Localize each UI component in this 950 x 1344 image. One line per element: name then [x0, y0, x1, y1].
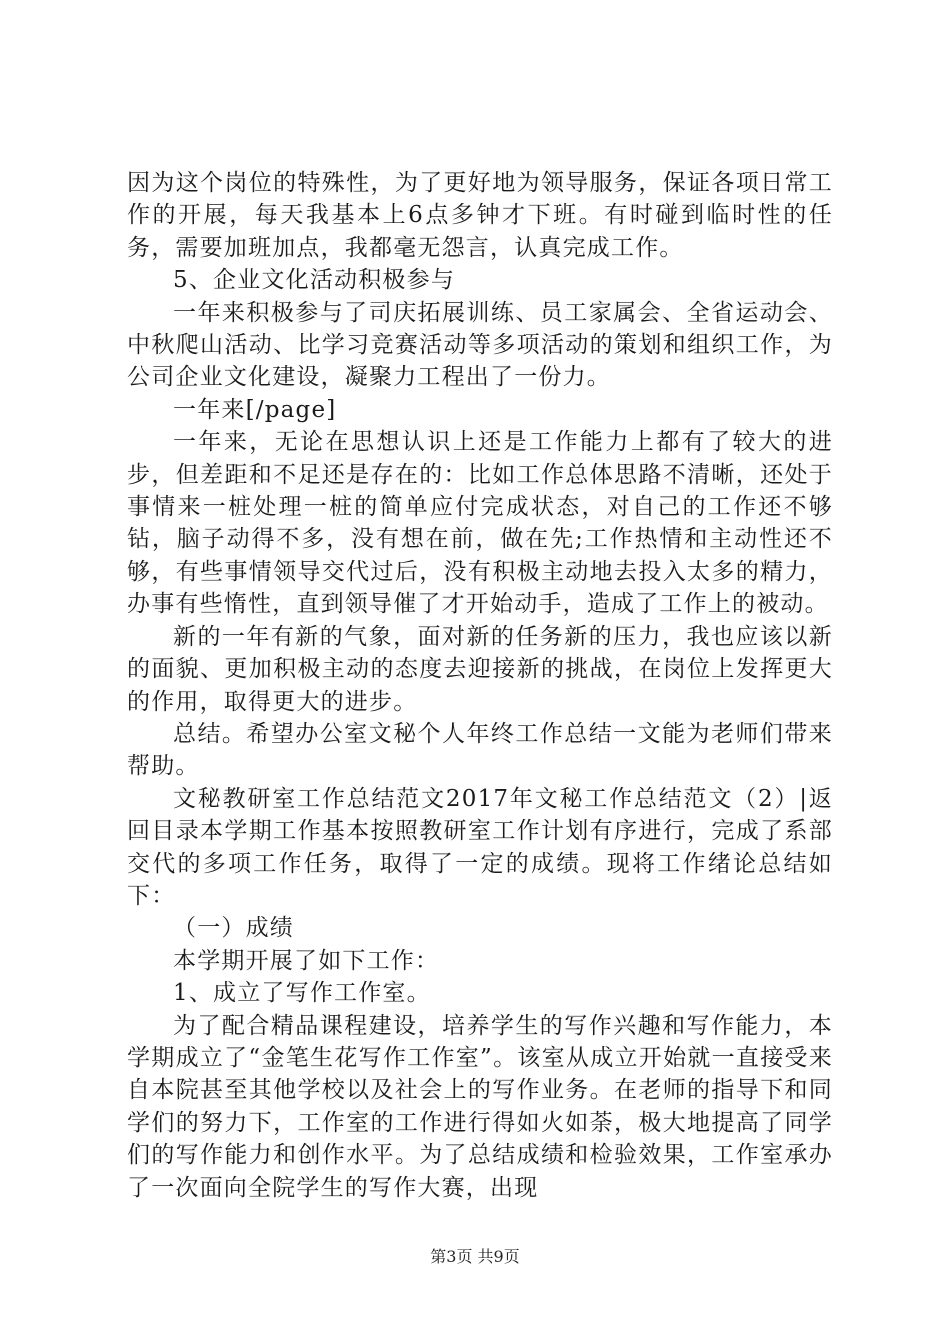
- paragraph: 新的一年有新的气象，面对新的任务新的压力，我也应该以新的面貌、更加积极主动的态度去迎接新的挑战，在岗位上发挥更大的作用，取得更大的进步。: [127, 623, 833, 715]
- section-heading: （一）成绩: [173, 915, 294, 942]
- paragraph: 一年来[/page]: [173, 396, 337, 423]
- paragraph: 一年来积极参与了司庆拓展训练、员工家属会、全省运动会、中秋爬山活动、比学习竞赛活动等多项活动的策划和组织工作，为公司企业文化建设，凝聚力工程出了一份力。: [127, 299, 833, 391]
- paragraph: 一年来，无论在思想认识上还是工作能力上都有了较大的进步，但差距和不足还是存在的：比如工作总体思路不清晰，还处于事情来一桩处理一桩的简单应付完成状态，对自己的工作还不够钻，脑子动得不多，没有想在前，做在先;工作热情和主动性还不够，有些事情领导交代过后，没有积极主动地去投入太多的精力，办事有些惰性，直到领导催了才开始动手，造成了工作上的被动。: [127, 429, 833, 618]
- paragraph: 因为这个岗位的特殊性，为了更好地为领导服务，保证各项日常工作的开展，每天我基本上6点多钟才下班。有时碰到临时性的任务，需要加班加点，我都毫无怨言，认真完成工作。: [127, 170, 833, 261]
- paragraph: 本学期开展了如下工作：: [173, 947, 440, 974]
- section-heading: 1、成立了写作工作室。: [173, 980, 431, 1007]
- paragraph: 文秘教研室工作总结范文2017年文秘工作总结范文（2）|返回目录本学期工作基本按照教研室工作计划有序进行，完成了系部交代的多项工作任务，取得了一定的成绩。现将工作绪论总结如下：: [127, 785, 833, 909]
- section-heading: 5、企业文化活动积极参与: [173, 267, 456, 294]
- page-number: 第3页 共9页: [430, 1247, 520, 1266]
- document-body: [127, 167, 833, 1204]
- paragraph: 为了配合精品课程建设，培养学生的写作兴趣和写作能力，本学期成立了“金笔生花写作工作室”。该室从成立开始就一直接受来自本院甚至其他学校以及社会上的写作业务。在老师的指导下和同学们的努力下，工作室的工作进行得如火如荼，极大地提高了同学们的写作能力和创作水平。为了总结成绩和检验效果，工作室承办了一次面向全院学生的写作大赛，出现: [127, 1012, 833, 1201]
- paragraph: 总结。希望办公室文秘个人年终工作总结一文能为老师们带来帮助。: [127, 720, 833, 780]
